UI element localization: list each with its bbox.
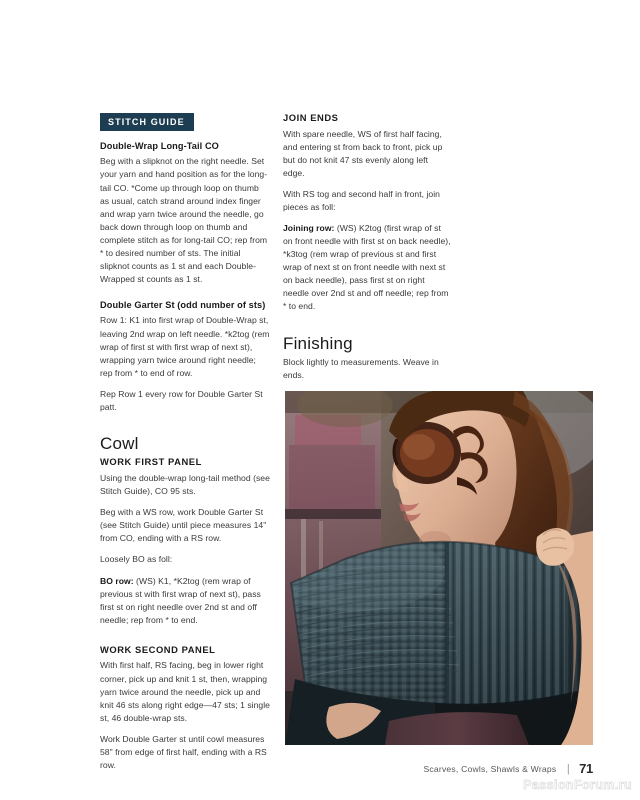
left-column [100,112,270,772]
paragraph-second-panel-pickup: With first half, RS facing, beg in lower right corner, pick up and knit 1 st, then, wrapping yarn twice around the needle, pick up and knit 46 sts along right edge—47 sts; 1 single st, 46 double-wrap sts. [100,660,270,723]
text-joining-row: (WS) K2tog (first wrap of st on front needle with first st on back needle), *k3tog (rem wrap of previous st and first wrap of next st on front needle with next st on back needle), pass first st on right needle over 2nd st and off needle; rep from * to end. [283,223,451,312]
paragraph-first-panel-work: Beg with a WS row, work Double Garter St (see Stitch Guide) until piece measures 14" from CO, ending with a RS row. [100,507,267,544]
heading-double-garter-st: Double Garter St (odd number of sts) [100,300,266,311]
heading-join-ends: JOIN ENDS [283,112,339,123]
spacer [283,322,451,334]
cowl-photograph [285,391,593,745]
spacer [100,422,270,434]
heading-work-second-panel: WORK SECOND PANEL [100,643,216,655]
paragraph-first-panel-co: Using the double-wrap long-tail method (see Stitch Guide), CO 95 sts. [100,473,270,497]
label-joining-row: Joining row: [283,223,335,234]
page-footer [0,760,640,778]
text-bo-row: (WS) K1, *K2tog (rem wrap of previous st with first wrap of next st), pass first st on right needle over 2nd st and off needle; rep from * to end. [100,575,261,625]
footer-title: Scarves, Cowls, Shawls & Wraps [423,763,557,774]
stitch-guide-badge: STITCH GUIDE [100,113,194,131]
paragraph-second-panel-work: Work Double Garter st until cowl measures 58" from edge of first half, ending with a RS row. [100,733,267,770]
paragraph-join-ends-intro: With RS tog and second half in front, join pieces as foll: [283,188,440,212]
paragraph-double-wrap-co: Beg with a slipknot on the right needle. Set your yarn and hand position as for the long-tail CO. *Come up through loop on thumb as usual, catch strand around index finger and wrap yarn twice around the needle, go back down through loop on thumb and complete stitch as for long-tail CO; rep from * to desired number of sts. The initial slipknot counts as 1 st and each Double-Wrapped st counts as 1 st. [100,156,268,284]
heading-work-first-panel: WORK FIRST PANEL [100,456,202,468]
heading-cowl: Cowl [100,433,139,453]
paragraph-first-panel-bo-intro: Loosely BO as foll: [100,554,173,565]
footer-separator: | [566,762,570,775]
heading-finishing: Finishing [283,333,353,353]
paragraph-double-garter-rep: Rep Row 1 every row for Double Garter St patt. [100,388,263,412]
site-watermark: PassionForum.ru [523,778,632,792]
photo-illustration [285,391,593,745]
paragraph-double-garter-row1: Row 1: K1 into first wrap of Double-Wrap st, leaving 2nd wrap on left needle. *k2tog (rem wrap of first st with first wrap of next st), wrapping yarn twice around right needle; rep from * to end of row. [100,315,270,378]
heading-double-wrap-long-tail-co: Double-Wrap Long-Tail CO [100,141,219,151]
footer-page-number: 71 [579,761,593,777]
right-column [283,112,451,382]
label-bo-row: BO row: [100,575,134,586]
paragraph-joining-row [283,222,451,313]
paragraph-bo-row [100,575,270,627]
paragraph-finishing: Block lightly to measurements. Weave in ends. [283,357,439,381]
paragraph-join-ends-pickup: With spare needle, WS of first half facing, and entering st from back to front, pick up but do not knit 47 sts evenly along left edge. [283,128,443,178]
spacer [100,635,270,644]
